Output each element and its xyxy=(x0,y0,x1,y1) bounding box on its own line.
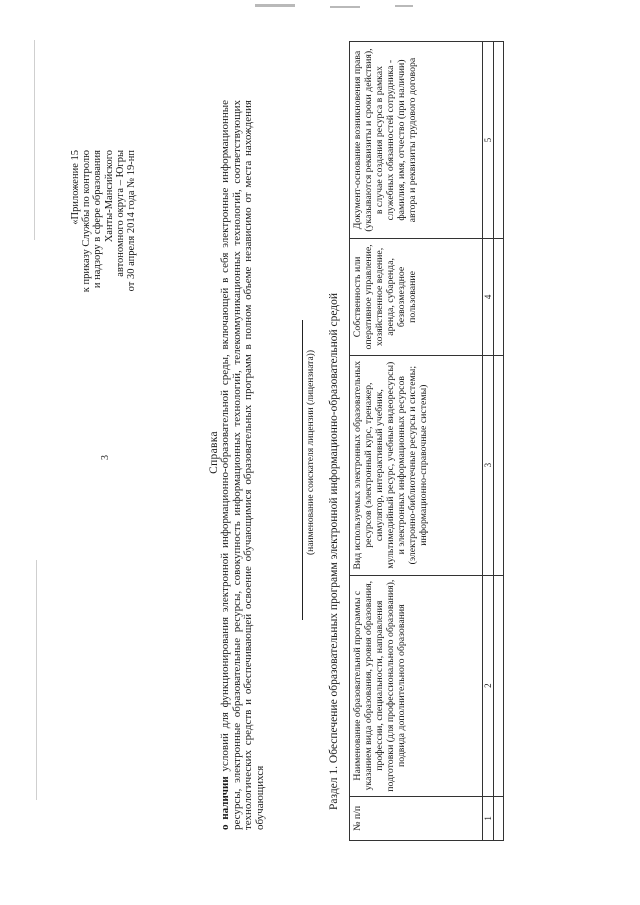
applicant-caption: (наименование соискателя лицензии (лицензиата)) xyxy=(306,350,316,556)
table-cell xyxy=(494,239,504,356)
column-number: 2 xyxy=(483,575,494,796)
annex-line: «Приложение 15 xyxy=(70,150,81,225)
annex-line: автономного округа – Югры xyxy=(114,150,126,277)
header-cell-resource-type: Вид используемых электронных образовательных ресурсов (электронный курс, тренажер, симулятор, интерактивный учебник, мультимедийный ресурс, учебные видеоресурсы) и электронных информационных ресурсов (электронно-библиотечные ресурсы и системы; информационно-справочные системы) xyxy=(350,355,483,575)
table-cell xyxy=(494,796,504,840)
intro-bold: о наличии xyxy=(219,776,231,830)
header-cell-program: Наименование образовательной программы с указанием вида образования, уровня образования, профессии, специальности, направления подготовки (для профессионального образования), подвида дополнительного образования xyxy=(350,575,483,796)
table-number-row xyxy=(483,42,494,841)
document-title: Справка xyxy=(208,431,220,474)
header-cell-ownership: Собственность или оперативное управление, хозяйственное ведение, аренда, субаренда, безвозмездное пользование xyxy=(350,239,483,356)
column-number: 3 xyxy=(483,355,494,575)
page-number: 3 xyxy=(100,455,111,460)
section-heading: Раздел 1. Обеспечение образовательных программ электронной информационно-образовательной средой xyxy=(328,292,340,810)
header-cell-number: № п/п xyxy=(350,796,483,840)
table-cell xyxy=(494,355,504,575)
annex-block xyxy=(70,150,137,292)
table-cell xyxy=(494,42,504,239)
column-number: 5 xyxy=(483,42,494,239)
annex-line: к приказу Службы по контролю xyxy=(81,150,93,293)
annex-line: Ханты-Мансийского xyxy=(103,150,115,243)
intro-text: условий для функционирования электронной информационно-образовательной среды, включающей в себя электронные информационные ресурсы, электронные образовательные ресурсы, совокупность информационных технологий, телекоммуникационных технологий, соответствующих технологических средств и обеспечивающей освоение обучающимися образовательных программ в полном объеме независимо от места нахождения обучающихся xyxy=(219,100,267,830)
applicant-name-line xyxy=(302,320,303,620)
intro-paragraph xyxy=(220,100,267,830)
annex-line: от 30 апреля 2014 года № 19-нп xyxy=(126,150,138,292)
table-cell xyxy=(494,575,504,796)
table-header-row xyxy=(350,42,483,841)
column-number: 1 xyxy=(483,796,494,840)
annex-line: и надзору в сфере образования xyxy=(92,150,104,289)
table-empty-row xyxy=(494,42,504,841)
column-number: 4 xyxy=(483,239,494,356)
header-cell-document: Документ-основание возникновения права (указываются реквизиты и сроки действия), в случае создания ресурса в рамках служебных обязанностей сотрудника - фамилия, имя, отчество (при наличии) автора и реквизиты трудового договора xyxy=(350,42,483,239)
resources-table xyxy=(349,41,504,841)
